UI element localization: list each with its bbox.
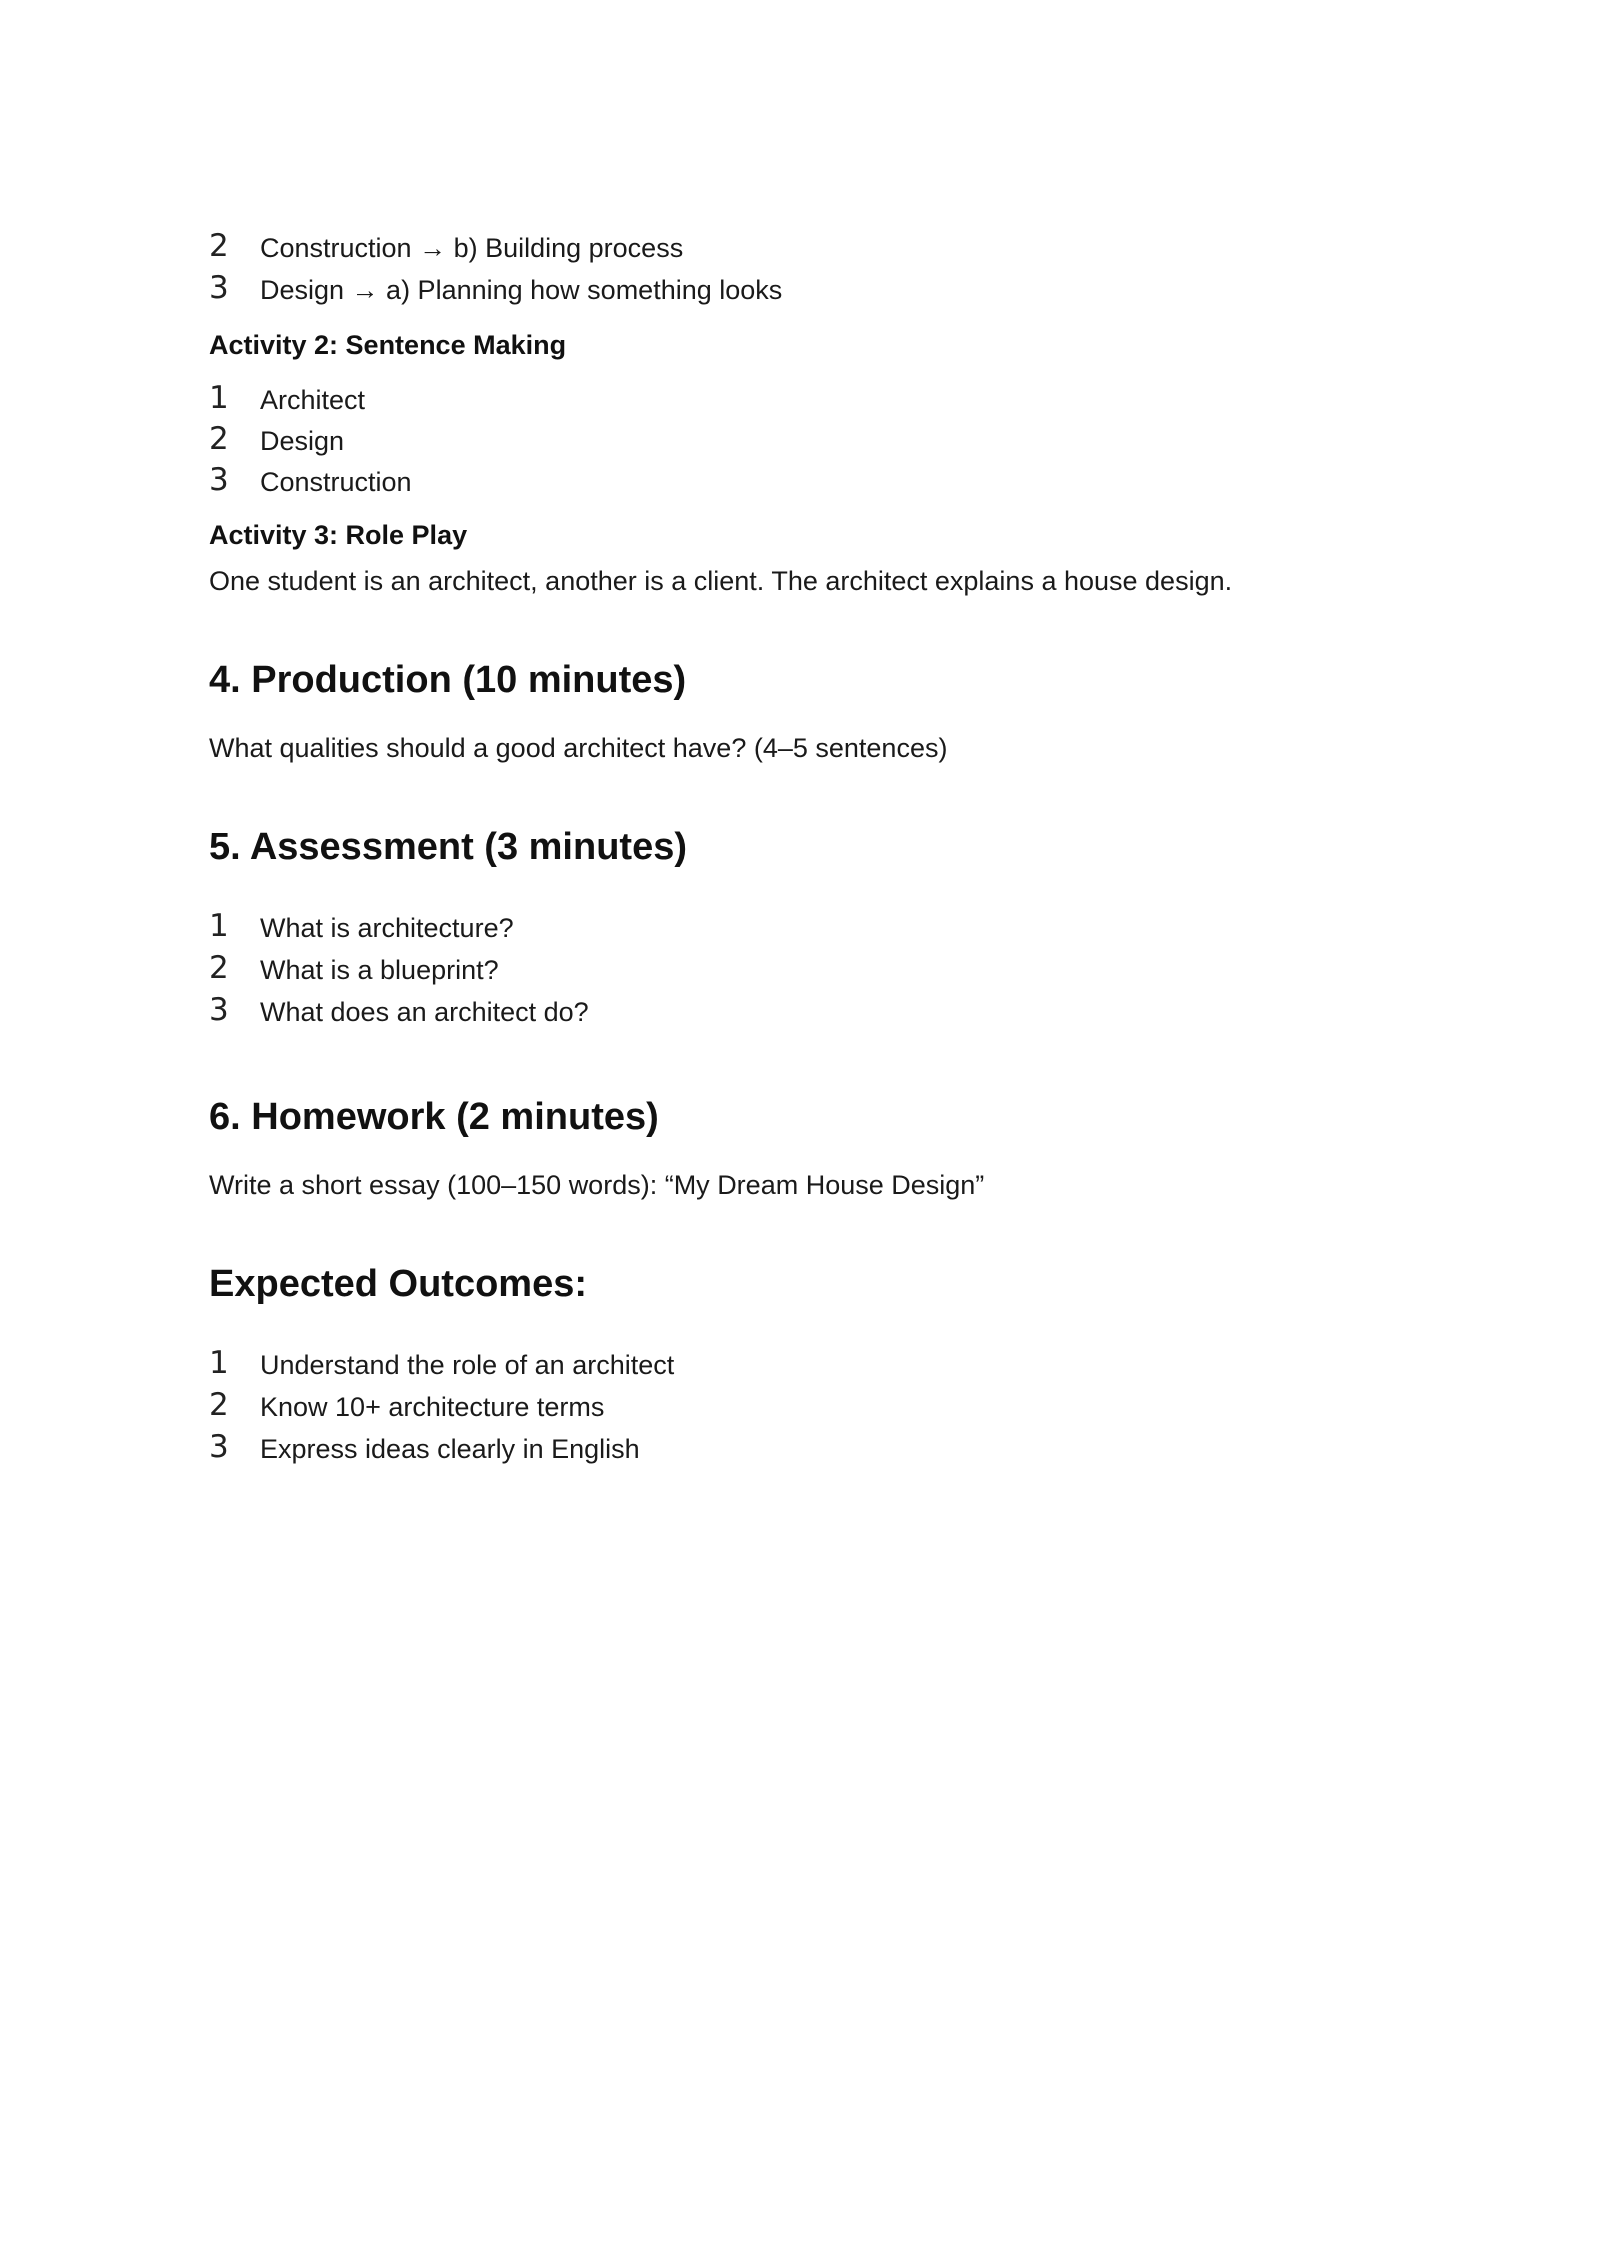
list-number: 1 — [209, 908, 229, 944]
list-item-text: Design — [260, 426, 345, 456]
list-item-text: Construction → b) Building process — [260, 233, 684, 263]
list-number: 1 — [209, 380, 229, 416]
list-item-text: Architect — [260, 385, 366, 415]
homework-text: Write a short essay (100–150 words): “My Dream House Design” — [209, 1170, 985, 1200]
list-item — [209, 906, 1409, 946]
list-number: 3 — [209, 462, 229, 498]
list-item-text: Construction — [260, 467, 412, 497]
list-item — [209, 990, 1409, 1030]
list-item-text: Express ideas clearly in English — [260, 1434, 640, 1464]
list-item — [209, 1427, 1409, 1467]
homework-heading: 6. Homework (2 minutes) — [209, 1096, 659, 1138]
list-item-text: What is a blueprint? — [260, 955, 499, 985]
list-item — [209, 226, 1409, 266]
list-item-text: What does an architect do? — [260, 997, 589, 1027]
list-number: 3 — [209, 1429, 229, 1465]
production-text: What qualities should a good architect have? (4–5 sentences) — [209, 733, 948, 763]
list-number: 2 — [209, 228, 229, 264]
activity-2-title: Activity 2: Sentence Making — [209, 330, 567, 360]
list-item — [209, 378, 1409, 418]
list-item-text: Understand the role of an architect — [260, 1350, 675, 1380]
outcomes-heading: Expected Outcomes: — [209, 1263, 587, 1305]
list-number: 2 — [209, 421, 229, 457]
list-item — [209, 419, 1409, 459]
list-item-text: What is architecture? — [260, 913, 514, 943]
list-item-text: Design → a) Planning how something looks — [260, 275, 783, 305]
list-number: 3 — [209, 992, 229, 1028]
list-item-text: Know 10+ architecture terms — [260, 1392, 605, 1422]
list-number: 1 — [209, 1345, 229, 1381]
production-heading: 4. Production (10 minutes) — [209, 659, 687, 701]
list-number: 2 — [209, 1387, 229, 1423]
list-item — [209, 1385, 1409, 1425]
list-number: 2 — [209, 950, 229, 986]
list-item — [209, 460, 1409, 500]
activity-3-title: Activity 3: Role Play — [209, 520, 468, 550]
list-item — [209, 1343, 1409, 1383]
assessment-heading: 5. Assessment (3 minutes) — [209, 826, 687, 868]
activity-3-text: One student is an architect, another is a client. The architect explains a house design. — [209, 566, 1233, 596]
list-number: 3 — [209, 270, 229, 306]
list-item — [209, 948, 1409, 988]
list-item — [209, 268, 1409, 308]
